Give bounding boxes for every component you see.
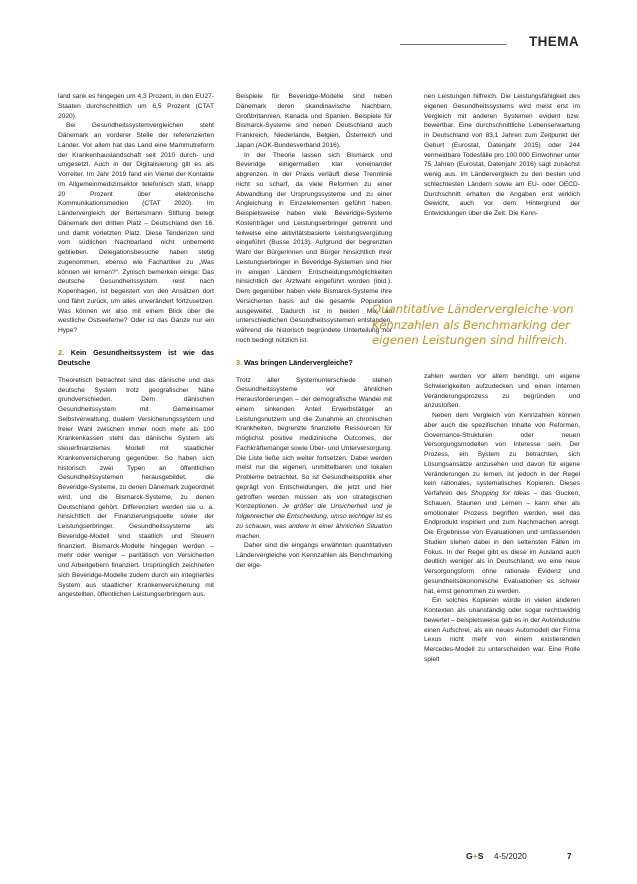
column-3 bbox=[424, 92, 580, 219]
heading-text: Was bringen Ländervergleiche? bbox=[244, 357, 353, 367]
section-heading-3 bbox=[236, 358, 392, 368]
paragraph: Bei Gesundheitssystemvergleichen steht Dänemark an vorderer Stelle der referenzierten Länder. Vor allem hat das Land eine Mammutreform der Krankenhauslandschaft seit 2010 durch- und umgesetzt. Auch in der Digitalisierung gilt es als Vorreiter. Im Jahr 2019 fand ein Viertel der Kontakte im Allgemeinmedizinsektor telefonisch statt, knapp 20 Prozent über elektronische Kommunikationsmedien (CTAT 2020). Im Ländervergleich der Bertelsmann Stiftung belegt Dänemark den dritten Platz – Deutschland den 16. und damit vorletzten Platz. Diese Tendenzen sind vom südlichen Nachbarland nicht unbemerkt geblieben. Delegationsbesuche haben stetig zugenommen, ebenso wie Fachartikel zu „Was können wir lernen?“. Zynisch bemerken einige: Das deutsche Gesundheitssystem reist nach Kopenhagen, ist begeistert von den Ansätzen dort und fährt zurück, um alles unverändert fortzusetzen. Was können wir also mit einem Blick über die westliche Ostseeferne? Oder ist das Ganze nur ein Hype? bbox=[58, 122, 214, 334]
column-2 bbox=[236, 92, 392, 571]
paragraph bbox=[236, 376, 392, 542]
paragraph: Daher sind die eingangs erwähnten quantitativen Ländervergleiche von Kennzahlen als Benchmarking der eige- bbox=[236, 542, 392, 569]
pull-quote: Quantitative Ländervergleiche von Kennzahlen als Benchmarking der eigenen Leistungen sind hilfreich. bbox=[372, 302, 574, 348]
paragraph bbox=[424, 411, 580, 596]
page-number: 7 bbox=[567, 851, 572, 861]
paragraph: zahlen werden vor allem benötigt, um eigene Schwierigkeiten aufzudecken und einen internen Veränderungsprozess zu begründen und anzustoßen. bbox=[424, 373, 580, 410]
paragraph: Ein solches Kopieren würde in vielen anderen Kontexten als unanständig oder sogar rechtswidrig bewertet – beispielsweise gab es in der Autoindustrie einen Aufschrei, als ein neues Automodell der Firma Lexus nicht mehr von einem existierenden Mercedes-Modell zu unterscheiden war. Eine Rolle spielt bbox=[424, 597, 580, 663]
issue-number: 4-5/2020 bbox=[494, 851, 527, 861]
section-heading-2 bbox=[58, 348, 214, 368]
column-3-continued bbox=[424, 372, 580, 665]
logo-letter: G bbox=[466, 851, 473, 861]
paragraph: In der Theorie lassen sich Bismarck und Beveridge einigermaßen klar voneinander abgrenzen. In der Praxis verläuft diese Trennlinie nicht so scharf, da viele Reformen zu einer Abwandlung der Ursprungssysteme und zu einer Angleichung in Einzelelementen geführt haben. Beispielsweise haben viele Beveridge-Systeme Kostenträger und Leistungserbringer getrennt und teilweise eine aktivitätsbasierte Leistungsvergütung eingeführt (Busse 2013). Aufgrund der begrenzten Wahl der Bürgerinnen und Bürger hinsichtlich ihrer Leistungserbringer in Beveridge-Systemen sind hier in einigen Ländern Entscheidungsmöglichkeiten hinsichtlich der Arztwahl eingeführt worden (ibid.). Dem gegenüber haben viele Bismarck-Systeme ihre Versicherten basis auf die gesamte Population ausgeweitet. Dadurch ist in beiden Mix an unterschiedlichen Gesundheitssystemen entstanden, während die historisch begründete Unterteilung nur noch bedingt nützlich ist. bbox=[236, 151, 392, 344]
journal-logo bbox=[466, 851, 483, 861]
paragraph-text: Trotz aller Systemunterschiede stehen Gesundheitssysteme vor ähnlichen Herausforderungen – der demografische Wandel mit einem sinkenden Anteil Erwerbstätiger an Leistungsnutzern und die Zunahme an chronischen Krankheiten, begrenzte finanzielle Ressourcen für möglichst positive medizinische Outcomes, der Fachkräftemangel sowie Über- und Unterversorgung. Die Liste ließe sich weiter fortsetzen. Dabei werden meist nur die eigenen, unmittelbaren und lokalen Probleme betrachtet. So ist Gesundheitspolitik eher geprägt von Entscheidungen, die jetzt und hier getroffen werden müssen als von strategischen Konzeptionen. bbox=[236, 376, 392, 511]
paragraph: land sank es hingegen um 4,3 Prozent, in den EU27-Staaten durchschnittlich um 6,5 Prozent (CTAT 2020). bbox=[58, 93, 214, 120]
paragraph: nen Leistungen hilfreich. Die Leistungsfähigkeit des eigenen Gesundheitssystems wird meist erst im Vergleich mit anderen Systemen evident bzw. bewertbar. Eine durchschnittliche Lebenserwartung in Deutschland von 83,1 Jahren zum Zeitpunkt der Geburt (Eurostat, Datenjahr 2015) oder 244 vermeidbare Todesfälle pro 100.000 Einwohner unter 75 Jahren (Eurostat, Datenjahr 2016) sagt zunächst wenig aus. Im Ländervergleich zu den besten und schlechtesten Ländern sowie am EU- oder OECD-Durchschnitt erhalten die Angaben erst wirklich Gewicht, auch vor dem Hintergrund der Entwicklungen über die Zeit. Die Kenn- bbox=[424, 93, 580, 217]
paragraph-text: Neben dem Vergleich von Kennzahlen können aber auch die spezifischen Inhalte von Reformen, Governance-Strukturen oder neuen Versorgungsmodellen von Interesse sein. Der Prozess, ein System zu betrachten, sich Lösungsansätze anzusehen und davon für eigene Veränderungen zu lernen, ist jedoch in der Regel kein rationales, systematisches Kopieren. Dieses Verfahren des bbox=[424, 412, 580, 497]
paragraph: Theoretisch betrachtet sind das dänische und das deutsche System trotz geografischer Nähe grundverschieden. Dem dänischen Gesundheitssystem mit Gemeinsamer Selbstverwaltung, dualem Versicherungssystem und freier Wahl zwischen immer noch mehr als 100 Krankenkassen steht das dänische System als steuerfinanziertes Modell mit staatlicher Krankenversicherung gegenüber. So haben sich historisch zwei Typen an öffentlichen Gesundheitssystemen herausgebildet, die Beveridge-Systeme, zu denen Dänemark zugeordnet wird, und die Bismarck-Systeme, zu denen Deutschland gehört. Differenziert werden sie u. a. hinsichtlich der Finanzierungsquelle sowie der Leistungserbringer. Gesundheitssysteme als Beveridge-Modell sind staatlich und Steuern finanziert. Bismarck-Modelle hingegen werden – mehr oder weniger – paritätisch von Versicherten und Arbeitgebern finanziert. Ursprünglich zeichneten sich Beveridge-Modelle zudem durch ein integriertes System aus staatlicher Krankenversicherung mit angestellten, öffentlichen Leistungserbringern aus. bbox=[58, 376, 214, 599]
emphasized-text: Je größer die Unsicherheit und je folgenreicher die Entscheidung, umso wichtiger ist es zu schauen, was andere in einer ähnlichen Situation machen. bbox=[236, 503, 392, 540]
section-title: THEMA bbox=[529, 34, 579, 49]
heading-text: Kein Gesundheitssystem ist wie das Deutsche bbox=[58, 347, 215, 367]
paragraph-text: – das Gucken, Schauen, Staunen und Lernen – kann eher als emotionaler Prozess begriffen werden, weil das Endprodukt inspiriert und zum Nachmachen anregt. Die Ergebnisse von Evaluationen und umfassenden Studien stehen dabei in den seltensten Fällen im Fokus. In der Regel gibt es diese im Ausland auch deutlich weniger als in Deutschland, wo eine neue Versorgungsform ohne rationale Evidenz und gesundheitsökonomische Evaluationen es schwer hat, ernst genommen zu werden. bbox=[424, 490, 580, 595]
heading-number: 3. bbox=[236, 357, 242, 367]
logo-letter: S bbox=[477, 851, 484, 861]
logo-plus: + bbox=[472, 851, 478, 861]
header-rule bbox=[400, 44, 507, 45]
emphasized-text: Shopping for Ideas bbox=[470, 490, 530, 497]
column-1 bbox=[58, 92, 214, 600]
paragraph: Beispiele für Beveridge-Modelle sind neben Dänemark deren skandinavische Nachbarn, Großbritannien, Kanada und Spanien. Beispiele für Bismarck-Systeme sind neben Deutschland auch Frankreich, Niederlande, Belgien, Österreich und Japan (AOK-Bundesverband 2016). bbox=[236, 93, 392, 149]
heading-number: 2. bbox=[58, 347, 64, 357]
